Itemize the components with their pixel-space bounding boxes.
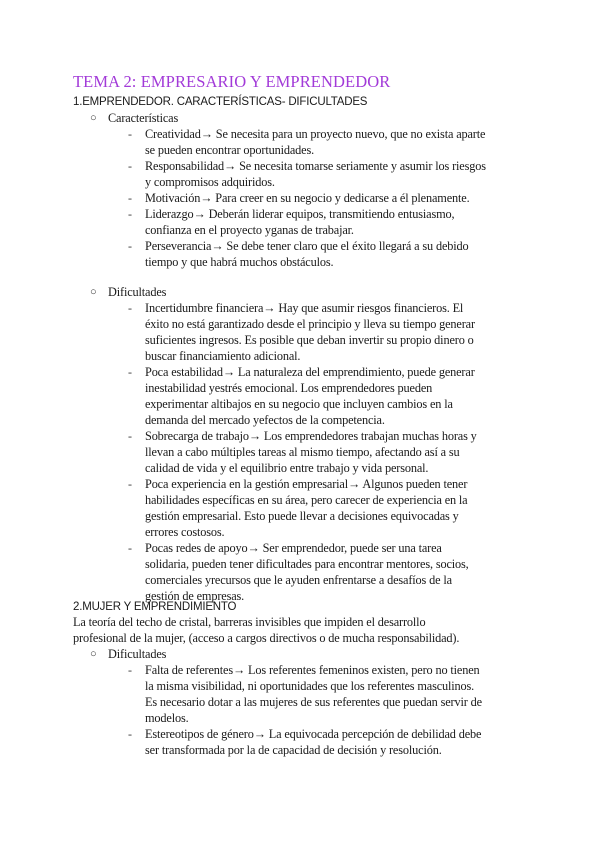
caracteristica-item-1-line: Responsabilidad→ Se necesita tomarse seriamente y asumir los riesgos	[145, 159, 486, 173]
bullet-dash-icon: -	[128, 541, 132, 555]
section-2-heading: 2.MUJER Y EMPRENDIMIENTO	[73, 601, 237, 613]
section-2-intro-line: La teoría del techo de cristal, barreras invisibles que impiden el desarrollo	[73, 615, 426, 629]
bullet-dash-icon: -	[128, 127, 132, 141]
bullet-circle-icon: ○	[90, 648, 97, 660]
mujer-dificultades-label: Dificultades	[108, 647, 167, 661]
section-1-heading: 1.EMPRENDEDOR. CARACTERÍSTICAS- DIFICULTADES	[73, 96, 368, 108]
dificultad-item-1-line: inestabilidad yestrés emocional. Los emprendedores pueden	[145, 381, 433, 395]
bullet-dash-icon: -	[128, 239, 132, 253]
bullet-dash-icon: -	[128, 477, 132, 491]
bullet-circle-icon: ○	[90, 286, 97, 298]
caracteristica-item-1-line: y compromisos adquiridos.	[145, 175, 275, 189]
dificultad-item-2-line: calidad de vida y el equilibrio entre trabajo y vida personal.	[145, 461, 429, 475]
mujer-dificultad-item-1-line: ser transformada por la de capacidad de decisión y resolución.	[145, 743, 442, 757]
caracteristica-item-0-line: se pueden encontrar oportunidades.	[145, 143, 315, 157]
bullet-dash-icon: -	[128, 207, 132, 221]
caracteristica-item-4-line: tiempo y que habrá muchos obstáculos.	[145, 255, 334, 269]
dificultad-item-2-line: llevan a cabo múltiples tareas al mismo tiempo, afectando así a su	[145, 445, 460, 459]
dificultad-item-1-line: experimentar altibajos en su negocio que incluyen cambios en la	[145, 397, 453, 411]
mujer-dificultad-item-0-line: la misma visibilidad, ni oportunidades que los referentes masculinos.	[145, 679, 475, 693]
dificultad-item-1-line: Poca estabilidad→ La naturaleza del emprendimiento, puede generar	[145, 365, 475, 379]
bullet-dash-icon: -	[128, 727, 132, 741]
mujer-dificultad-item-0-line: modelos.	[145, 711, 189, 725]
bullet-dash-icon: -	[128, 365, 132, 379]
dificultad-item-0-line: éxito no está garantizado desde el principio y lleva su tiempo generar	[145, 317, 475, 331]
mujer-dificultad-item-0-line: Es necesario dotar a las mujeres de sus referentes que puedan servir de	[145, 695, 482, 709]
dificultad-item-0-line: buscar financiamiento adicional.	[145, 349, 301, 363]
dificultades-label: Dificultades	[108, 285, 167, 299]
section-2-intro-line: profesional de la mujer, (acceso a cargos directivos o de mucha responsabilidad).	[73, 631, 460, 645]
dificultad-item-3-line: errores costosos.	[145, 525, 225, 539]
bullet-dash-icon: -	[128, 191, 132, 205]
bullet-dash-icon: -	[128, 663, 132, 677]
document-title: TEMA 2: EMPRESARIO Y EMPRENDEDOR	[73, 72, 391, 91]
caracteristica-item-4-line: Perseverancia→ Se debe tener claro que el éxito llegará a su debido	[145, 239, 469, 253]
dificultad-item-4-line: Pocas redes de apoyo→ Ser emprendedor, puede ser una tarea	[145, 541, 442, 555]
dificultad-item-4-line: solidaria, pueden tener dificultades para encontrar mentores, socios,	[145, 557, 469, 571]
caracteristica-item-3-line: confianza en el proyecto yganas de trabajar.	[145, 223, 354, 237]
dificultad-item-4-line: comerciales yrecursos que le ayuden enfrentarse a desafíos de la	[145, 573, 452, 587]
dificultad-item-2-line: Sobrecarga de trabajo→ Los emprendedores trabajan muchas horas y	[145, 429, 477, 443]
bullet-dash-icon: -	[128, 429, 132, 443]
dificultad-item-3-line: Poca experiencia en la gestión empresarial→ Algunos pueden tener	[145, 477, 468, 491]
caracteristica-item-0-line: Creatividad→ Se necesita para un proyecto nuevo, que no exista aparte	[145, 127, 486, 141]
dificultad-item-3-line: habilidades específicas en su área, pero carecer de experiencia en la	[145, 493, 468, 507]
dificultad-item-1-line: demanda del mercado yefectos de la competencia.	[145, 413, 385, 427]
caracteristica-item-3-line: Liderazgo→ Deberán liderar equipos, transmitiendo entusiasmo,	[145, 207, 455, 221]
bullet-circle-icon: ○	[90, 112, 97, 124]
bullet-dash-icon: -	[128, 301, 132, 315]
dificultad-item-0-line: Incertidumbre financiera→ Hay que asumir riesgos financieros. El	[145, 301, 464, 315]
caracteristicas-label: Características	[108, 111, 179, 125]
bullet-dash-icon: -	[128, 159, 132, 173]
mujer-dificultad-item-0-line: Falta de referentes→ Los referentes femeninos existen, pero no tienen	[145, 663, 480, 677]
caracteristica-item-2-line: Motivación→ Para creer en su negocio y dedicarse a él plenamente.	[145, 191, 470, 205]
dificultad-item-4-line: gestión de empresas.	[145, 589, 245, 603]
dificultad-item-3-line: gestión empresarial. Esto puede llevar a decisiones equivocadas y	[145, 509, 459, 523]
dificultad-item-0-line: suficientes ingresos. Es posible que deban invertir su propio dinero o	[145, 333, 474, 347]
mujer-dificultad-item-1-line: Estereotipos de género→ La equivocada percepción de debilidad debe	[145, 727, 482, 741]
